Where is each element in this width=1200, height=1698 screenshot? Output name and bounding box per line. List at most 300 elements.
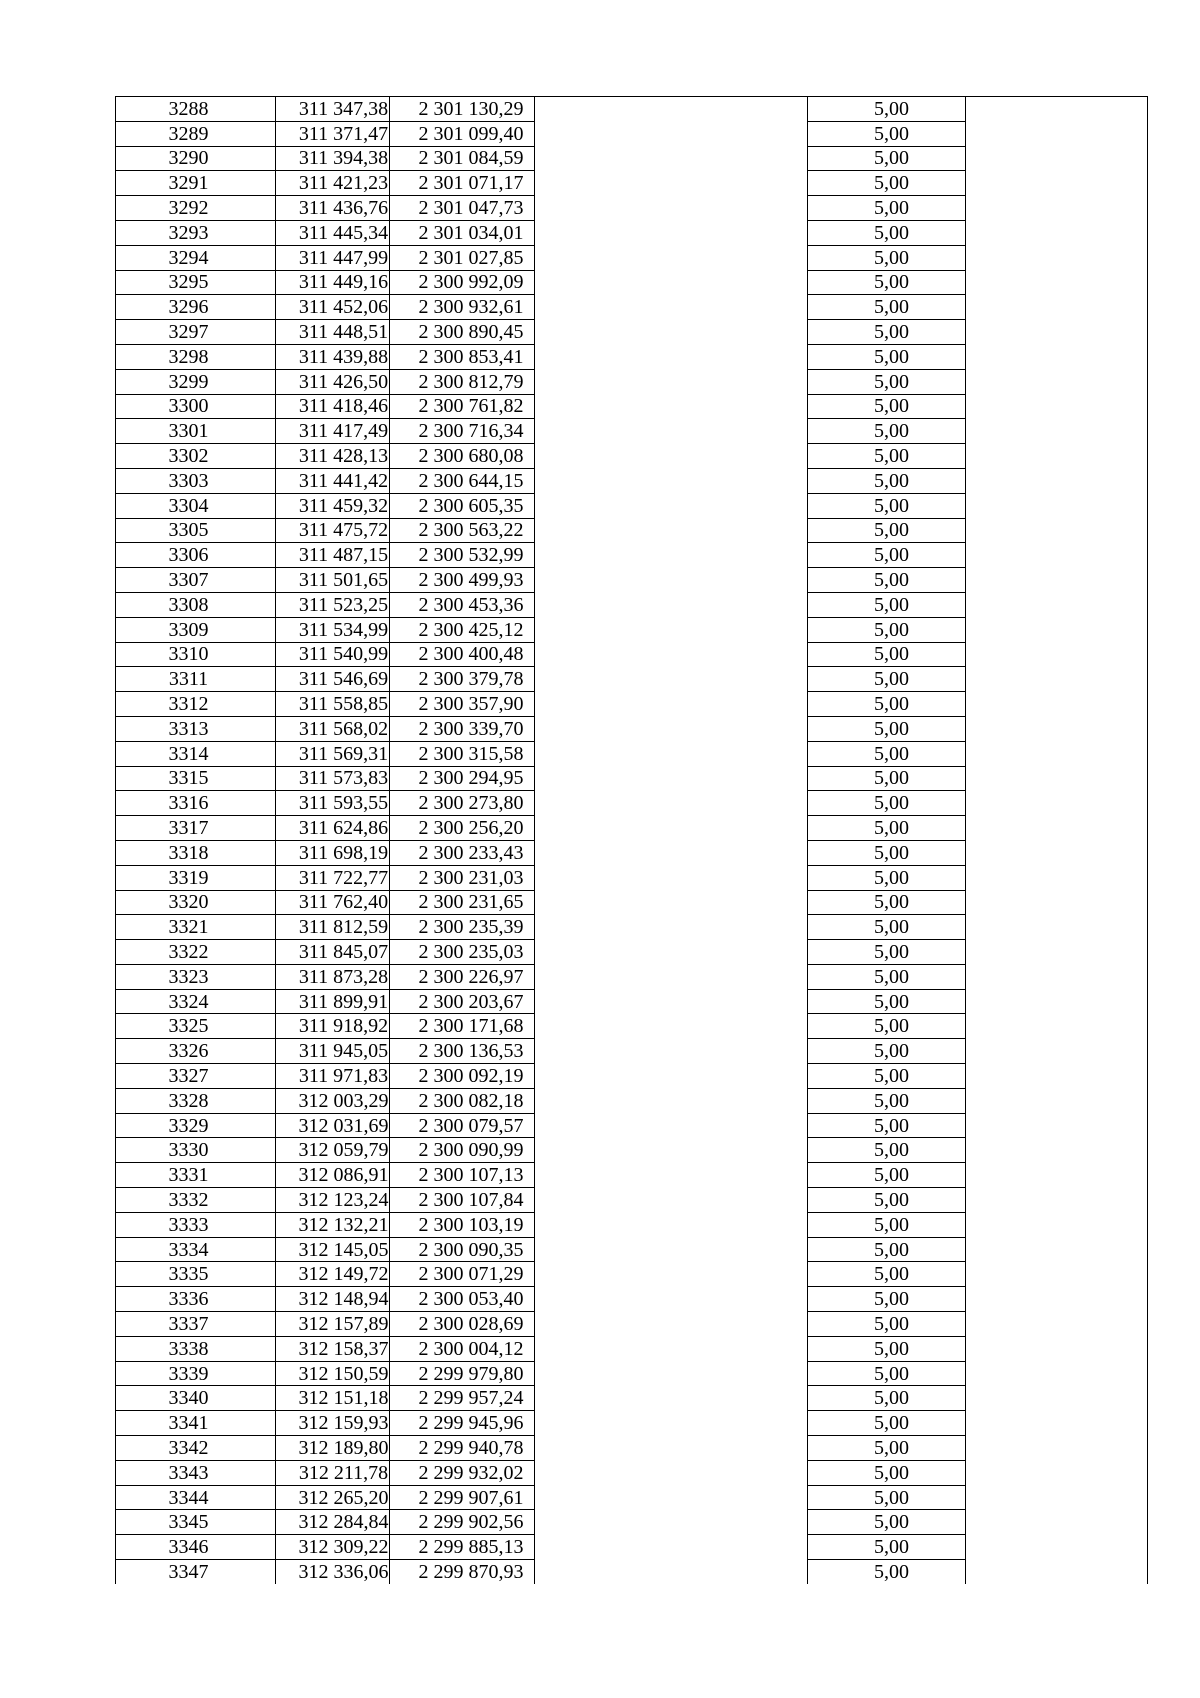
y-coordinate-cell-text: 2 300 235,03 bbox=[418, 940, 524, 963]
table-row bbox=[116, 394, 1148, 419]
point-number-cell bbox=[116, 121, 276, 146]
y-coordinate-cell-text: 2 300 090,99 bbox=[418, 1139, 524, 1162]
y-coordinate-cell-text: 2 300 761,82 bbox=[418, 395, 524, 418]
empty-cell bbox=[966, 1113, 1148, 1138]
y-coordinate-cell-text: 2 299 907,61 bbox=[418, 1486, 524, 1509]
empty-cell bbox=[966, 1163, 1148, 1188]
y-coordinate-cell bbox=[390, 369, 535, 394]
empty-cell bbox=[966, 1064, 1148, 1089]
empty-cell bbox=[535, 1237, 808, 1262]
point-number-cell-text: 3316 bbox=[168, 792, 209, 815]
y-coordinate-cell bbox=[390, 1510, 535, 1535]
empty-cell bbox=[966, 270, 1148, 295]
empty-cell bbox=[535, 766, 808, 791]
x-coordinate-cell bbox=[276, 1361, 390, 1386]
y-coordinate-cell bbox=[390, 667, 535, 692]
point-number-cell-text: 3333 bbox=[168, 1213, 209, 1236]
table-row bbox=[116, 146, 1148, 171]
value-cell bbox=[808, 1386, 966, 1411]
empty-cell bbox=[535, 295, 808, 320]
x-coordinate-cell-text: 311 445,34 bbox=[298, 221, 389, 244]
point-number-cell bbox=[116, 1163, 276, 1188]
x-coordinate-cell-text: 311 899,91 bbox=[298, 990, 389, 1013]
table-row bbox=[116, 1188, 1148, 1213]
point-number-cell-text: 3322 bbox=[168, 940, 209, 963]
point-number-cell bbox=[116, 1064, 276, 1089]
empty-cell bbox=[535, 592, 808, 617]
x-coordinate-cell bbox=[276, 1188, 390, 1213]
x-coordinate-cell-text: 312 086,91 bbox=[298, 1164, 389, 1187]
y-coordinate-cell-text: 2 300 644,15 bbox=[418, 469, 524, 492]
empty-cell bbox=[535, 1361, 808, 1386]
table-row bbox=[116, 220, 1148, 245]
x-coordinate-cell bbox=[276, 146, 390, 171]
x-coordinate-cell-text: 311 568,02 bbox=[298, 717, 389, 740]
x-coordinate-cell-text: 312 284,84 bbox=[298, 1511, 389, 1534]
x-coordinate-cell bbox=[276, 1312, 390, 1337]
empty-cell bbox=[535, 270, 808, 295]
table-row bbox=[116, 1312, 1148, 1337]
point-number-cell-text: 3318 bbox=[168, 841, 209, 864]
table-row bbox=[116, 1460, 1148, 1485]
x-coordinate-cell-text: 311 426,50 bbox=[298, 370, 389, 393]
point-number-cell-text: 3313 bbox=[168, 717, 209, 740]
point-number-cell-text: 3300 bbox=[168, 395, 209, 418]
empty-cell bbox=[966, 1436, 1148, 1461]
y-coordinate-cell bbox=[390, 1064, 535, 1089]
point-number-cell bbox=[116, 97, 276, 122]
empty-cell bbox=[535, 1386, 808, 1411]
y-coordinate-cell-text: 2 300 400,48 bbox=[418, 643, 524, 666]
x-coordinate-cell bbox=[276, 1510, 390, 1535]
y-coordinate-cell bbox=[390, 270, 535, 295]
x-coordinate-cell bbox=[276, 320, 390, 345]
y-coordinate-cell-text: 2 300 890,45 bbox=[418, 321, 524, 344]
y-coordinate-cell-text: 2 300 103,19 bbox=[418, 1213, 524, 1236]
empty-cell bbox=[966, 592, 1148, 617]
x-coordinate-cell bbox=[276, 592, 390, 617]
x-coordinate-cell-text: 311 593,55 bbox=[298, 792, 389, 815]
point-number-cell bbox=[116, 1212, 276, 1237]
x-coordinate-cell bbox=[276, 1039, 390, 1064]
point-number-cell bbox=[116, 245, 276, 270]
y-coordinate-cell-text: 2 301 034,01 bbox=[418, 221, 524, 244]
value-cell-text: 5,00 bbox=[874, 965, 909, 988]
value-cell-text: 5,00 bbox=[874, 1263, 909, 1286]
y-coordinate-cell bbox=[390, 1312, 535, 1337]
y-coordinate-cell bbox=[390, 890, 535, 915]
point-number-cell bbox=[116, 171, 276, 196]
point-number-cell-text: 3327 bbox=[168, 1064, 209, 1087]
point-number-cell bbox=[116, 419, 276, 444]
x-coordinate-cell-text: 311 452,06 bbox=[298, 296, 389, 319]
empty-cell bbox=[535, 568, 808, 593]
empty-cell bbox=[535, 121, 808, 146]
table-row bbox=[116, 1014, 1148, 1039]
value-cell bbox=[808, 816, 966, 841]
point-number-cell-text: 3340 bbox=[168, 1387, 209, 1410]
y-coordinate-cell-text: 2 300 812,79 bbox=[418, 370, 524, 393]
x-coordinate-cell-text: 312 123,24 bbox=[298, 1188, 389, 1211]
y-coordinate-cell-text: 2 299 932,02 bbox=[418, 1461, 524, 1484]
x-coordinate-cell bbox=[276, 444, 390, 469]
point-number-cell-text: 3310 bbox=[168, 643, 209, 666]
empty-cell bbox=[535, 816, 808, 841]
empty-cell bbox=[535, 692, 808, 717]
value-cell-text: 5,00 bbox=[874, 1188, 909, 1211]
x-coordinate-cell-text: 312 211,78 bbox=[298, 1461, 389, 1484]
x-coordinate-cell-text: 312 309,22 bbox=[298, 1536, 389, 1559]
empty-cell bbox=[535, 791, 808, 816]
y-coordinate-cell bbox=[390, 1535, 535, 1560]
y-coordinate-cell bbox=[390, 468, 535, 493]
x-coordinate-cell bbox=[276, 667, 390, 692]
point-number-cell-text: 3302 bbox=[168, 445, 209, 468]
point-number-cell-text: 3330 bbox=[168, 1139, 209, 1162]
y-coordinate-cell bbox=[390, 1188, 535, 1213]
value-cell-text: 5,00 bbox=[874, 742, 909, 765]
x-coordinate-cell bbox=[276, 1460, 390, 1485]
point-number-cell-text: 3320 bbox=[168, 891, 209, 914]
x-coordinate-cell-text: 311 812,59 bbox=[298, 916, 389, 939]
y-coordinate-cell bbox=[390, 840, 535, 865]
point-number-cell-text: 3332 bbox=[168, 1188, 209, 1211]
point-number-cell-text: 3299 bbox=[168, 370, 209, 393]
point-number-cell-text: 3329 bbox=[168, 1114, 209, 1137]
empty-cell bbox=[966, 468, 1148, 493]
empty-cell bbox=[966, 121, 1148, 146]
y-coordinate-cell bbox=[390, 1336, 535, 1361]
value-cell bbox=[808, 196, 966, 221]
x-coordinate-cell-text: 311 448,51 bbox=[298, 321, 389, 344]
y-coordinate-cell bbox=[390, 196, 535, 221]
point-number-cell bbox=[116, 1287, 276, 1312]
point-number-cell-text: 3326 bbox=[168, 1040, 209, 1063]
point-number-cell-text: 3295 bbox=[168, 271, 209, 294]
x-coordinate-cell-text: 311 918,92 bbox=[298, 1015, 389, 1038]
table-row bbox=[116, 518, 1148, 543]
value-cell bbox=[808, 121, 966, 146]
y-coordinate-cell bbox=[390, 1287, 535, 1312]
y-coordinate-cell-text: 2 300 256,20 bbox=[418, 817, 524, 839]
value-cell-text: 5,00 bbox=[874, 990, 909, 1013]
point-number-cell bbox=[116, 1535, 276, 1560]
x-coordinate-cell bbox=[276, 419, 390, 444]
x-coordinate-cell-text: 311 436,76 bbox=[298, 197, 389, 220]
y-coordinate-cell bbox=[390, 741, 535, 766]
empty-cell bbox=[966, 865, 1148, 890]
y-coordinate-cell-text: 2 300 028,69 bbox=[418, 1312, 524, 1335]
x-coordinate-cell-text: 311 762,40 bbox=[298, 891, 389, 914]
empty-cell bbox=[535, 1088, 808, 1113]
empty-cell bbox=[966, 1188, 1148, 1213]
y-coordinate-cell-text: 2 300 357,90 bbox=[418, 693, 524, 716]
empty-cell bbox=[535, 1188, 808, 1213]
point-number-cell-text: 3328 bbox=[168, 1089, 209, 1112]
point-number-cell-text: 3305 bbox=[168, 519, 209, 542]
value-cell-text: 5,00 bbox=[874, 1560, 909, 1583]
empty-cell bbox=[535, 543, 808, 568]
value-cell-text: 5,00 bbox=[874, 643, 909, 666]
empty-cell bbox=[966, 320, 1148, 345]
y-coordinate-cell-text: 2 300 053,40 bbox=[418, 1288, 524, 1311]
y-coordinate-cell-text: 2 300 273,80 bbox=[418, 792, 524, 815]
y-coordinate-cell bbox=[390, 97, 535, 122]
value-cell-text: 5,00 bbox=[874, 221, 909, 244]
table-row bbox=[116, 1411, 1148, 1436]
value-cell-text: 5,00 bbox=[874, 494, 909, 517]
point-number-cell bbox=[116, 344, 276, 369]
point-number-cell bbox=[116, 642, 276, 667]
value-cell bbox=[808, 1064, 966, 1089]
empty-cell bbox=[966, 716, 1148, 741]
value-cell-text: 5,00 bbox=[874, 866, 909, 889]
x-coordinate-cell-text: 311 971,83 bbox=[298, 1064, 389, 1087]
x-coordinate-cell-text: 311 501,65 bbox=[298, 569, 389, 592]
y-coordinate-cell bbox=[390, 1014, 535, 1039]
value-cell-text: 5,00 bbox=[874, 1536, 909, 1559]
x-coordinate-cell bbox=[276, 1113, 390, 1138]
value-cell bbox=[808, 741, 966, 766]
x-coordinate-cell bbox=[276, 97, 390, 122]
value-cell bbox=[808, 667, 966, 692]
value-cell-text: 5,00 bbox=[874, 271, 909, 294]
empty-cell bbox=[535, 1163, 808, 1188]
point-number-cell bbox=[116, 369, 276, 394]
point-number-cell bbox=[116, 1039, 276, 1064]
x-coordinate-cell-text: 312 159,93 bbox=[298, 1412, 389, 1435]
value-cell bbox=[808, 592, 966, 617]
y-coordinate-cell bbox=[390, 592, 535, 617]
empty-cell bbox=[966, 518, 1148, 543]
x-coordinate-cell-text: 312 265,20 bbox=[298, 1486, 389, 1509]
table-row bbox=[116, 667, 1148, 692]
point-number-cell bbox=[116, 1113, 276, 1138]
empty-cell bbox=[535, 1436, 808, 1461]
point-number-cell-text: 3331 bbox=[168, 1164, 209, 1187]
empty-cell bbox=[535, 493, 808, 518]
value-cell bbox=[808, 840, 966, 865]
y-coordinate-cell bbox=[390, 220, 535, 245]
y-coordinate-cell bbox=[390, 915, 535, 940]
x-coordinate-cell-text: 312 189,80 bbox=[298, 1436, 389, 1459]
point-number-cell-text: 3297 bbox=[168, 321, 209, 344]
table-row bbox=[116, 1113, 1148, 1138]
table-row bbox=[116, 1336, 1148, 1361]
x-coordinate-cell-text: 312 059,79 bbox=[298, 1139, 389, 1162]
value-cell-text: 5,00 bbox=[874, 717, 909, 740]
empty-cell bbox=[535, 617, 808, 642]
empty-cell bbox=[966, 890, 1148, 915]
value-cell bbox=[808, 220, 966, 245]
y-coordinate-cell-text: 2 300 853,41 bbox=[418, 345, 524, 368]
value-cell-text: 5,00 bbox=[874, 469, 909, 492]
value-cell bbox=[808, 1361, 966, 1386]
point-number-cell-text: 3338 bbox=[168, 1337, 209, 1360]
empty-cell bbox=[535, 890, 808, 915]
x-coordinate-cell-text: 312 145,05 bbox=[298, 1238, 389, 1261]
empty-cell bbox=[966, 1411, 1148, 1436]
y-coordinate-cell-text: 2 300 425,12 bbox=[418, 618, 524, 641]
y-coordinate-cell-text: 2 299 870,93 bbox=[418, 1560, 524, 1583]
value-cell bbox=[808, 890, 966, 915]
x-coordinate-cell bbox=[276, 1535, 390, 1560]
x-coordinate-cell bbox=[276, 369, 390, 394]
empty-cell bbox=[966, 245, 1148, 270]
x-coordinate-cell-text: 311 394,38 bbox=[298, 147, 389, 170]
table-row bbox=[116, 1386, 1148, 1411]
value-cell bbox=[808, 1237, 966, 1262]
value-cell-text: 5,00 bbox=[874, 321, 909, 344]
point-number-cell-text: 3308 bbox=[168, 593, 209, 616]
point-number-cell-text: 3347 bbox=[168, 1560, 209, 1583]
empty-cell bbox=[966, 964, 1148, 989]
table-row bbox=[116, 444, 1148, 469]
x-coordinate-cell bbox=[276, 964, 390, 989]
point-number-cell bbox=[116, 865, 276, 890]
y-coordinate-cell bbox=[390, 320, 535, 345]
x-coordinate-cell bbox=[276, 1138, 390, 1163]
x-coordinate-cell bbox=[276, 171, 390, 196]
point-number-cell bbox=[116, 989, 276, 1014]
value-cell-text: 5,00 bbox=[874, 1139, 909, 1162]
x-coordinate-cell bbox=[276, 568, 390, 593]
value-cell bbox=[808, 245, 966, 270]
empty-cell bbox=[535, 320, 808, 345]
x-coordinate-cell bbox=[276, 716, 390, 741]
value-cell bbox=[808, 468, 966, 493]
empty-cell bbox=[535, 940, 808, 965]
x-coordinate-cell bbox=[276, 1411, 390, 1436]
y-coordinate-cell bbox=[390, 1262, 535, 1287]
empty-cell bbox=[535, 344, 808, 369]
value-cell-text: 5,00 bbox=[874, 916, 909, 939]
value-cell bbox=[808, 568, 966, 593]
table-row bbox=[116, 1237, 1148, 1262]
x-coordinate-cell bbox=[276, 840, 390, 865]
point-number-cell bbox=[116, 568, 276, 593]
point-number-cell-text: 3296 bbox=[168, 296, 209, 319]
y-coordinate-cell bbox=[390, 692, 535, 717]
empty-cell bbox=[966, 419, 1148, 444]
value-cell-text: 5,00 bbox=[874, 1486, 909, 1509]
table-row bbox=[116, 840, 1148, 865]
table-row bbox=[116, 1510, 1148, 1535]
y-coordinate-cell-text: 2 300 092,19 bbox=[418, 1064, 524, 1087]
value-cell bbox=[808, 171, 966, 196]
value-cell-text: 5,00 bbox=[874, 445, 909, 468]
value-cell bbox=[808, 394, 966, 419]
y-coordinate-cell-text: 2 300 532,99 bbox=[418, 544, 524, 567]
table-row bbox=[116, 344, 1148, 369]
point-number-cell bbox=[116, 890, 276, 915]
x-coordinate-cell-text: 311 624,86 bbox=[298, 817, 389, 839]
point-number-cell-text: 3288 bbox=[168, 97, 209, 120]
value-cell-text: 5,00 bbox=[874, 1288, 909, 1311]
x-coordinate-cell bbox=[276, 940, 390, 965]
x-coordinate-cell-text: 311 449,16 bbox=[298, 271, 389, 294]
value-cell bbox=[808, 766, 966, 791]
point-number-cell bbox=[116, 320, 276, 345]
table-row bbox=[116, 270, 1148, 295]
point-number-cell bbox=[116, 716, 276, 741]
point-number-cell-text: 3306 bbox=[168, 544, 209, 567]
point-number-cell-text: 3324 bbox=[168, 990, 209, 1013]
value-cell bbox=[808, 1560, 966, 1584]
empty-cell bbox=[966, 1336, 1148, 1361]
point-number-cell-text: 3335 bbox=[168, 1263, 209, 1286]
x-coordinate-cell bbox=[276, 791, 390, 816]
table-row bbox=[116, 716, 1148, 741]
value-cell-text: 5,00 bbox=[874, 1436, 909, 1459]
point-number-cell bbox=[116, 468, 276, 493]
point-number-cell bbox=[116, 1138, 276, 1163]
x-coordinate-cell-text: 311 573,83 bbox=[298, 767, 389, 790]
empty-cell bbox=[966, 617, 1148, 642]
value-cell bbox=[808, 1460, 966, 1485]
x-coordinate-cell bbox=[276, 1336, 390, 1361]
empty-cell bbox=[966, 543, 1148, 568]
y-coordinate-cell bbox=[390, 419, 535, 444]
value-cell-text: 5,00 bbox=[874, 1312, 909, 1335]
y-coordinate-cell bbox=[390, 1460, 535, 1485]
table-row bbox=[116, 865, 1148, 890]
table-row bbox=[116, 915, 1148, 940]
value-cell-text: 5,00 bbox=[874, 569, 909, 592]
x-coordinate-cell-text: 311 540,99 bbox=[298, 643, 389, 666]
point-number-cell-text: 3321 bbox=[168, 916, 209, 939]
point-number-cell-text: 3334 bbox=[168, 1238, 209, 1261]
empty-cell bbox=[535, 1212, 808, 1237]
x-coordinate-cell bbox=[276, 1163, 390, 1188]
x-coordinate-cell-text: 312 148,94 bbox=[298, 1288, 389, 1311]
y-coordinate-cell bbox=[390, 791, 535, 816]
point-number-cell bbox=[116, 940, 276, 965]
point-number-cell-text: 3342 bbox=[168, 1436, 209, 1459]
empty-cell bbox=[535, 741, 808, 766]
x-coordinate-cell bbox=[276, 196, 390, 221]
y-coordinate-cell-text: 2 301 084,59 bbox=[418, 147, 524, 170]
value-cell-text: 5,00 bbox=[874, 370, 909, 393]
x-coordinate-cell bbox=[276, 766, 390, 791]
table-row bbox=[116, 1287, 1148, 1312]
point-number-cell bbox=[116, 1088, 276, 1113]
x-coordinate-cell bbox=[276, 543, 390, 568]
empty-cell bbox=[535, 1014, 808, 1039]
empty-cell bbox=[966, 196, 1148, 221]
point-number-cell bbox=[116, 1485, 276, 1510]
x-coordinate-cell-text: 311 441,42 bbox=[298, 469, 389, 492]
empty-cell bbox=[535, 394, 808, 419]
point-number-cell-text: 3314 bbox=[168, 742, 209, 765]
empty-cell bbox=[966, 1386, 1148, 1411]
value-cell bbox=[808, 444, 966, 469]
x-coordinate-cell bbox=[276, 816, 390, 841]
y-coordinate-cell-text: 2 300 563,22 bbox=[418, 519, 524, 542]
value-cell bbox=[808, 1510, 966, 1535]
y-coordinate-cell-text: 2 299 979,80 bbox=[418, 1362, 524, 1385]
empty-cell bbox=[966, 1535, 1148, 1560]
value-cell-text: 5,00 bbox=[874, 1412, 909, 1435]
value-cell-text: 5,00 bbox=[874, 792, 909, 815]
empty-cell bbox=[966, 493, 1148, 518]
point-number-cell-text: 3339 bbox=[168, 1362, 209, 1385]
table-row bbox=[116, 592, 1148, 617]
value-cell bbox=[808, 1138, 966, 1163]
y-coordinate-cell-text: 2 300 004,12 bbox=[418, 1337, 524, 1360]
point-number-cell-text: 3290 bbox=[168, 147, 209, 170]
x-coordinate-cell bbox=[276, 642, 390, 667]
